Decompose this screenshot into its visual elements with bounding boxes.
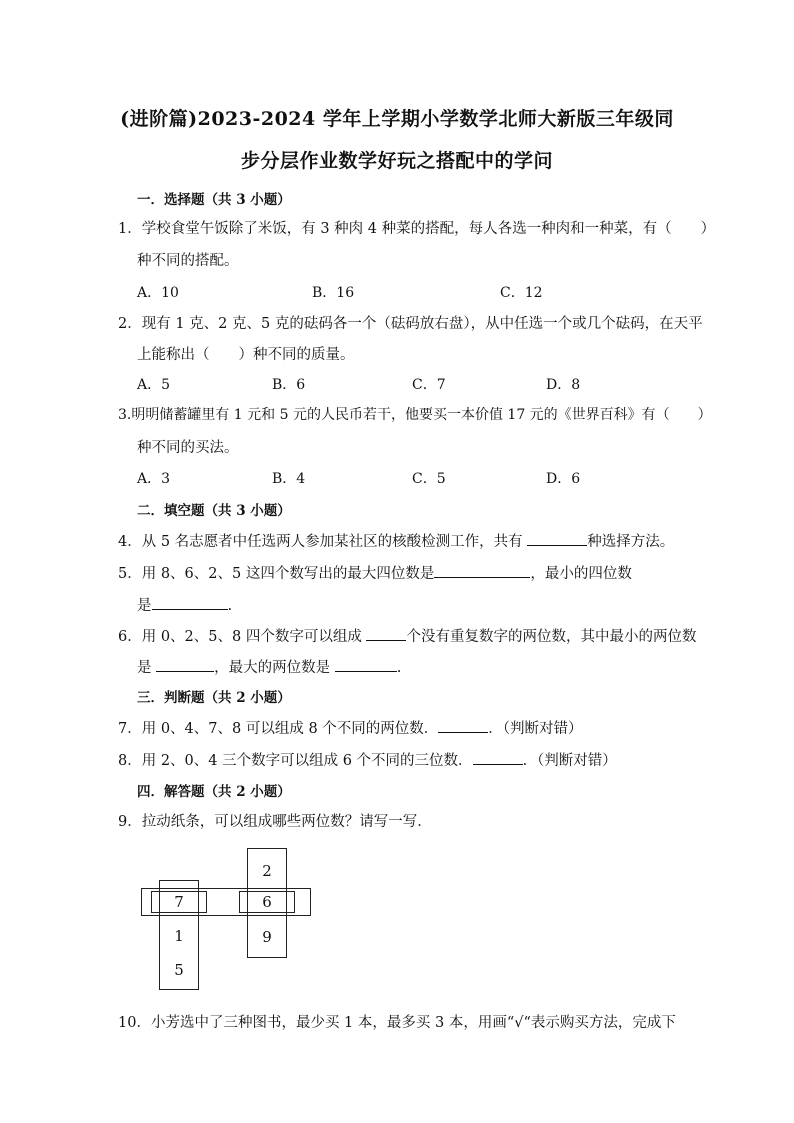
q6-text-2: 是 (137, 660, 157, 676)
q3-line-1: 3.明明储蓄罐里有 1 元和 5 元的人民币若干，他要买一本价值 17 元的《世界百科》有（ ） (118, 407, 712, 423)
q5-max-blank[interactable] (434, 563, 530, 578)
q5-line-1 (118, 562, 632, 583)
q6-max-blank[interactable] (335, 657, 397, 672)
q2-option-c: C．7 (412, 377, 446, 393)
q5-end: . (227, 598, 233, 614)
q3-line-2: 种不同的买法。 (137, 440, 239, 456)
q1-option-c: C．12 (500, 285, 543, 301)
q2-option-a: A．5 (137, 377, 171, 393)
q6-min-blank[interactable] (156, 657, 214, 672)
q6-text-3: ，最大的两位数是 (214, 660, 335, 676)
q5-text: 5．用 8、6、2、5 这四个数写出的最大四位数是 (118, 566, 435, 582)
q3-option-b: B．4 (272, 471, 306, 487)
q5-min-blank[interactable] (152, 595, 228, 610)
q5-text-2: 是 (137, 598, 152, 614)
q7-text-end: ．（判断对错） (488, 721, 583, 737)
left-strip-digit-1: 7 (174, 893, 184, 911)
q8-answer-blank[interactable] (473, 750, 523, 765)
q8-line (118, 749, 617, 770)
q4-text-end: 种选择方法。 (587, 534, 675, 550)
title-line-1: (进阶篇)2023-2024 学年上学期小学数学北师大新版三年级同 (120, 108, 674, 130)
q7-line (118, 717, 583, 738)
section-judge: 三．判断题（共 2 小题） (137, 690, 291, 706)
q4-line (118, 530, 674, 551)
q5-text-mid: ，最小的四位数 (530, 566, 632, 582)
q2-line-1: 2．现有 1 克、2 克、5 克的砝码各一个（砝码放右盘），从中任选一个或几个砝码，在天平 (118, 316, 703, 332)
left-strip-digit-3: 5 (174, 961, 184, 979)
q7-answer-blank[interactable] (438, 718, 488, 733)
q6-end: . (396, 660, 402, 676)
title-line-2: 步分层作业数学好玩之搭配中的学问 (240, 150, 553, 172)
q2-option-d: D．8 (546, 377, 581, 393)
q1-option-b: B．16 (312, 285, 355, 301)
q8-text-end: ．（判断对错） (522, 753, 617, 769)
right-strip-digit-1: 2 (262, 862, 272, 880)
q3-option-a: A．3 (137, 471, 171, 487)
q1-line-2: 种不同的搭配。 (137, 253, 239, 269)
q1-option-a: A．10 (137, 285, 179, 301)
right-strip-digit-2: 6 (262, 893, 272, 911)
q2-option-b: B．6 (272, 377, 306, 393)
q9-line: 9．拉动纸条，可以组成哪些两位数？请写一写． (118, 814, 432, 830)
section-choice: 一．选择题（共 3 小题） (137, 192, 291, 208)
left-strip-digit-2: 1 (174, 927, 184, 945)
q4-answer-blank[interactable] (527, 531, 587, 546)
q1-line-1: 1．学校食堂午饭除了米饭，有 3 种肉 4 种菜的搭配，每人各选一种肉和一种菜，有（ ） (118, 221, 716, 237)
q2-line-2: 上能称出（ ）种不同的质量。 (137, 347, 355, 363)
q6-text: 6．用 0、2、5、8 四个数字可以组成 (118, 629, 367, 645)
q7-text: 7．用 0、4、7、8 可以组成 8 个不同的两位数． (118, 721, 439, 737)
q6-text-mid: 个没有重复数字的两位数，其中最小的两位数 (406, 629, 697, 645)
q6-line-2 (137, 656, 401, 677)
q5-line-2 (137, 594, 232, 615)
q6-count-blank[interactable] (366, 626, 406, 641)
q4-text: 4．从 5 名志愿者中任选两人参加某社区的核酸检测工作，共有 (118, 534, 528, 550)
right-strip-digit-3: 9 (262, 928, 272, 946)
q3-option-d: D．6 (546, 471, 581, 487)
q3-option-c: C．5 (412, 471, 446, 487)
q6-line-1 (118, 625, 696, 646)
section-fill: 二．填空题（共 3 小题） (137, 503, 291, 519)
section-answer: 四．解答题（共 2 小题） (137, 784, 291, 800)
q10-line: 10．小芳选中了三种图书，最少买 1 本，最多买 3 本，用画“√“表示购买方法，完成下 (118, 1015, 676, 1031)
q8-text: 8．用 2、0、4 三个数字可以组成 6 个不同的三位数． (118, 753, 473, 769)
